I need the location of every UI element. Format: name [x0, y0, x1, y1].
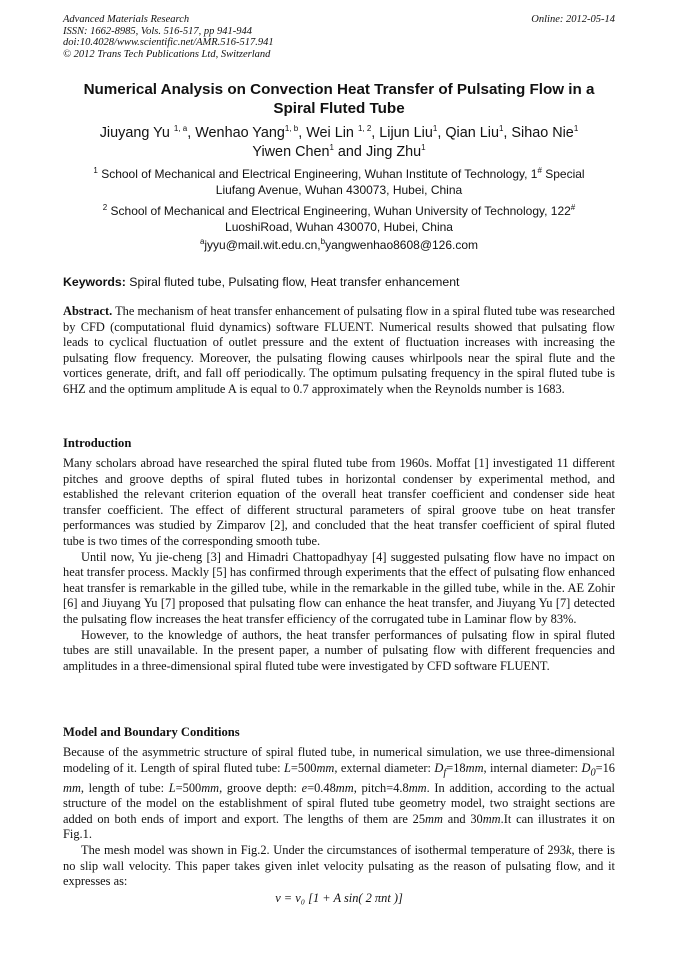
doi-line: doi:10.4028/www.scientific.net/AMR.516-517.941	[63, 37, 274, 48]
paragraph: However, to the knowledge of authors, the heat transfer performances of pulsating flow in spiral fluted tubes are still unavailable. In the present paper, a number of pulsating flow with different frequencies and amplitudes in a three-dimensional spiral fluted tube were investigated by CFD software FLUENT.	[63, 627, 615, 673]
paragraph: The mesh model was shown in Fig.2. Under the circumstances of isothermal temperature of 293k, there is no slip wall velocity. This paper takes given inlet velocity pulsating as the reason of pulsating flow, and it expresses as:	[63, 843, 615, 889]
hash-sup: #	[537, 166, 542, 175]
introduction-heading: Introduction	[63, 436, 132, 450]
model-body	[63, 745, 615, 906]
keywords-label: Keywords:	[63, 275, 126, 289]
abstract-label: Abstract.	[63, 304, 113, 318]
author-sup: 1	[432, 124, 438, 134]
author-name: Wenhao Yang	[195, 125, 285, 141]
author-name: Qian Liu	[445, 125, 499, 141]
author-name: Jing Zhu	[365, 144, 422, 160]
journal-header	[63, 14, 615, 60]
author-sup: 1, a	[173, 124, 188, 134]
affiliation-text: School of Mechanical and Electrical Engineering, Wuhan University of Technology, 122	[110, 204, 571, 218]
affiliation-text: Special	[541, 167, 585, 181]
affiliation-text: School of Mechanical and Electrical Engineering, Wuhan Institute of Technology, 1	[101, 167, 538, 181]
journal-name: Advanced Materials Research	[63, 14, 190, 25]
author-sup: 1	[498, 124, 504, 134]
email-sup: a	[199, 237, 205, 246]
copyright-line: © 2012 Trans Tech Publications Ltd, Switzerland	[63, 48, 271, 60]
affiliation-2	[70, 204, 608, 235]
abstract	[63, 304, 615, 398]
abstract-text: The mechanism of heat transfer enhancement of pulsating flow in a spiral fluted tube was researched by CFD (computational fluid dynamics) software FLUENT. Numerical results showed that pulsating flow leads to cyclical fluctuation of outlet pressure and the extent of fluctuation increases with increasing the pulsating flow frequency. Moreover, the pulsating flowing causes whirlpools near the spiral flute and the vortices generate, drift, and fall off periodically. The optimum pulsating frequency in the spiral fluted tube is 6HZ and the optimum amplitude A is equal to 0.7 approximately when the Reynolds number is 1683.	[63, 304, 616, 396]
keywords-text: Spiral fluted tube, Pulsating flow, Heat transfer enhancement	[129, 275, 460, 289]
author-name: Wei Lin	[306, 125, 354, 141]
author-sup: 1, b	[284, 124, 299, 134]
author-name: Lijun Liu	[379, 125, 433, 141]
paragraph: Until now, Yu jie-cheng [3] and Himadri Chattopadhyay [4] suggested pulsating flow have no impact on heat transfer process. Mackly [5] has confirmed through experiments that the effect of pulsating flow enhanced heat transfer is remarkable in the gilled tube, while in the remarkable in the gilled tube, while in the. AE Zohir [6] and Jiuyang Yu [7] proposed that pulsating flow can enhance the heat transfer, and Jiuyang Yu [7] detected the pulsating flow increases the heat transfer efficiency of the corrugated tube in Laminar flow by 83%.	[63, 549, 615, 626]
author-name: Yiwen Chen	[252, 144, 330, 160]
author-sup: 1, 2	[357, 124, 372, 134]
issn-line: ISSN: 1662-8985, Vols. 516-517, pp 941-944	[63, 25, 252, 37]
author-name: Jiuyang Yu	[99, 125, 170, 141]
affiliation-sup: 1	[93, 166, 98, 175]
author-list: Jiuyang Yu $^{1, a}$, Wenhao Yang$^{1, b}$, Wei Lin $^{1, 2}$, Lijun Liu$^1$, Qian Liu$^1$, Sihao Nie$^1$ Yiwen Chen$^1$ and Jing Zhu$^1$	[99, 124, 579, 160]
email-line	[70, 238, 608, 252]
velocity-equation: v = v₀ [1 + A sin( 2 πnt )]	[275, 890, 403, 905]
email-b[interactable]: yangwenhao8608@126.com	[325, 238, 479, 252]
author-name: Sihao Nie	[511, 125, 574, 141]
affiliation-1	[70, 167, 608, 198]
author-sup: 1	[329, 143, 334, 153]
model-heading: Model and Boundary Conditions	[63, 725, 240, 739]
hash-sup: #	[570, 203, 576, 212]
paragraph: Many scholars abroad have researched the spiral fluted tube from 1960s. Moffat [1] investigated 11 different pitches and groove depths of spiral fluted tubes in horizontal condenser by experimental method, and established the relevant criterion equation of the overall heat transfer coefficient and condenser side heat transfer coefficient. The effect of different structural parameters of spiral groove tube on heat transfer performances was studied by Zimparov [2], and concluded that the heat transfer coefficient of spiral fluted tube is two times of the corresponding smooth tube.	[63, 456, 615, 548]
and-word: and	[337, 144, 362, 160]
affiliation-sup: 2	[102, 203, 108, 212]
author-sup: 1	[421, 143, 426, 153]
paragraph: Because of the asymmetric structure of spiral fluted tube, in numerical simulation, we use three-dimensional modeling of it. Length of spiral fluted tube: L=500mm, external diameter: $D_f=18mm$, internal diameter: $D_0=16$ mm, length of tube: L=500mm, groove depth: e=0.48mm, pitch=4.8mm. In addition, according to the actual structure of the model on the establishment of spiral fluted tube geometry model, two straight sections are added on both ends of import and export. The lengths of them are 25mm and 30mm.It can illustrates it on Fig.1.	[63, 745, 615, 842]
author-sup: 1	[573, 124, 579, 134]
keywords	[63, 275, 615, 289]
introduction-body	[63, 456, 615, 674]
title-line-1: Numerical Analysis on Convection Heat Transfer of Pulsating Flow in a	[83, 81, 595, 98]
title-line-2: Spiral Fluted Tube	[273, 100, 405, 117]
email-sup: b	[320, 237, 326, 246]
affiliation-text: LuoshiRoad, Wuhan 430070, Hubei, China	[225, 219, 453, 234]
paper-title	[60, 80, 618, 118]
email-a[interactable]: jyyu@mail.wit.edu.cn,	[204, 238, 321, 252]
online-date: Online: 2012-05-14	[531, 14, 615, 25]
affiliation-text: Liufang Avenue, Wuhan 430073, Hubei, China	[215, 182, 463, 197]
